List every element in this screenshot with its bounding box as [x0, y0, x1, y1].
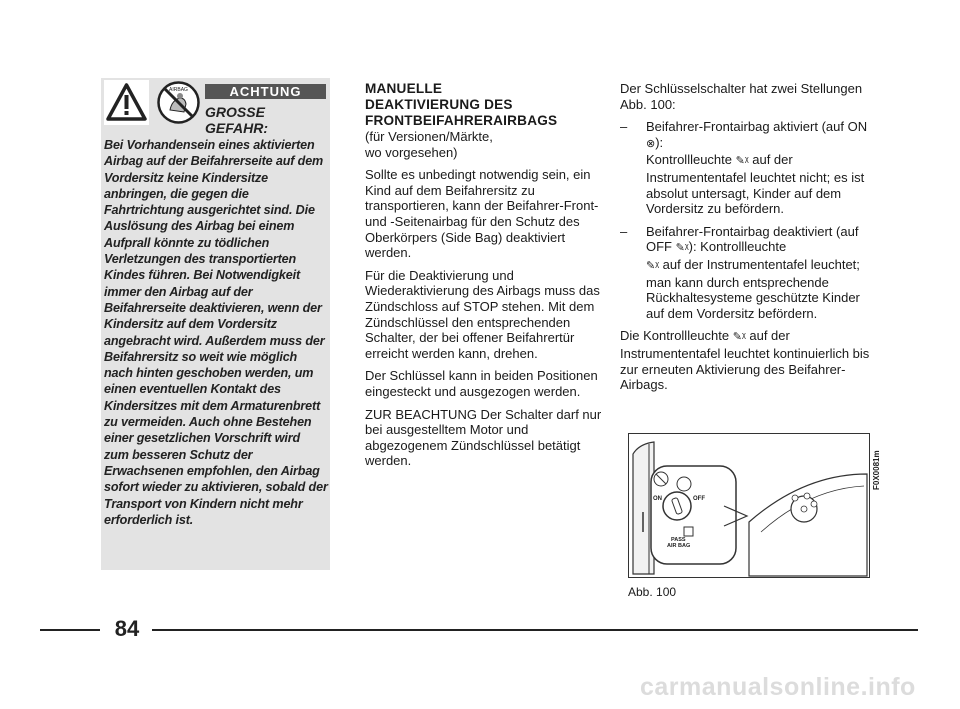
item2-text-a: Beifahrer-Frontairbag deaktiviert (auf OFF [646, 223, 859, 255]
page-number: 84 [114, 616, 140, 641]
paragraph-4: ZUR BEACHTUNG Der Schalter darf nur bei ausgestelltem Motor und abgezogenem Zündschlüssel betätigt werden. [365, 406, 602, 469]
closing-text-b: auf der Instrumententafel leuchtet kontinuierlich bis zur erneuten Aktivierung des Beifahrer-Airbags. [620, 328, 870, 393]
airbag-label: AIRBAG [169, 87, 188, 93]
closing-text-a: Die Kontrollleuchte [620, 328, 730, 344]
danger-title-line1: GROSSE [205, 104, 265, 120]
footer-rule-right [152, 629, 918, 631]
item1-text-b: ): [655, 134, 664, 150]
subtitle-line2: wo vorgesehen) [365, 144, 458, 160]
paragraph-1: Sollte es unbedingt notwendig sein, ein Kind auf dem Beifahrersitz zu transportieren, kann der Beifahrer-Front- und -Seitenairbag für den Schutz des Oberkörpers (Side Bag) deaktiviert werden. [365, 167, 599, 261]
airbag-warning-light-icon: ✎ᵡ [646, 259, 659, 272]
right-column [620, 81, 870, 400]
warning-triangle-icon [104, 80, 149, 125]
heading-subtitle [365, 129, 605, 160]
middle-column [365, 81, 605, 476]
figure-caption: Abb. 100 [628, 585, 677, 599]
subtitle-line1: (für Versionen/Märkte, [365, 129, 493, 144]
danger-title-line2: GEFAHR: [205, 120, 268, 136]
figure-code [870, 425, 882, 495]
heading-line2: DEAKTIVIERUNG DES [365, 97, 513, 112]
item2-text-c: auf der Instrumententafel leuchtet; man kann durch entsprechende Rückhaltesysteme geschützte Kinder auf dem Vordersitz befördern. [646, 256, 860, 321]
airbag-warning-light-icon: ✎ᵡ [735, 155, 749, 168]
child-seat-icon [684, 527, 693, 536]
pass-label: PASS [671, 537, 686, 543]
figure-100 [628, 433, 870, 578]
airbag-warning-light-icon: ✎ᵡ [732, 331, 746, 344]
list-item-off [620, 224, 870, 322]
on-label: ON [653, 496, 662, 502]
danger-title [205, 104, 325, 136]
list-dash: – [620, 223, 628, 239]
list-dash: – [620, 119, 628, 135]
paragraph-2: Für die Deaktivierung und Wiederaktivierung des Airbags muss das Zündschloss auf STOP stehen. Mit dem Zündschlüssel den entsprechenden Schalter, der bei offener Beifahrertür erreicht werden kann, drehen. [365, 267, 600, 361]
paragraph-3: Der Schlüssel kann in beiden Positionen eingesteckt und ausgezogen werden. [365, 368, 598, 399]
closing-paragraph [620, 328, 870, 392]
key-switch-illustration [629, 434, 869, 577]
section-heading [365, 81, 605, 129]
item1-text-d: auf der Instrumententafel leuchtet nicht; es ist absolut untersagt, Kinder auf dem Vordersitz zu befördern. [646, 152, 865, 217]
airbag-off-symbol-icon [677, 477, 691, 491]
heading-line1: MANUELLE [365, 81, 443, 96]
figure-code-text: F0X0081m [872, 450, 881, 490]
achtung-badge: ACHTUNG [205, 84, 326, 99]
list-item-on [620, 119, 870, 217]
heading-line3: FRONTBEIFAHRERAIRBAGS [365, 113, 558, 128]
item2-text-b: ): Kontrollleuchte [688, 239, 787, 255]
item1-text-c: Kontrollleuchte [646, 152, 732, 168]
item1-text-a: Beifahrer-Frontairbag aktiviert (auf ON [646, 119, 868, 135]
off-label: OFF [693, 496, 705, 502]
airbag-label: AIR BAG [667, 543, 691, 549]
warning-body: Bei Vorhandensein eines aktivierten Airbag auf der Beifahrerseite auf dem Vordersitz keine Kindersitze anbringen, die gegen die Fahrtrichtung ausgerichtet sind. Die Auslösung des Airbag bei einem Aufprall könnte zu tödlichen Verletzungen des transportierten Kindes führen. Bei Notwendigkeit immer den Airbag auf der Beifahrerseite deaktivieren, wenn der Kindersitz auf dem Vordersitz angebracht wird. Außerdem muss der Beifahrersitz so weit wie möglich nach hinten geschoben werden, um einen eventuellen Kontakt des Kindersitzes mit dem Armaturenbrett zu vermeiden. Auch ohne Bestehen einer gesetzlichen Vorschrift wird zum besseren Schutz der Erwachsenen empfohlen, den Airbag sofort wieder zu aktivieren, sobald der Transport von Kindern nicht mehr erforderlich ist. [104, 138, 328, 527]
no-child-seat-airbag-icon [156, 80, 201, 125]
intro-paragraph: Der Schlüsselschalter hat zwei Stellungen Abb. 100: [620, 81, 863, 112]
watermark: carmanualsonline.info [640, 673, 916, 701]
airbag-warning-light-icon: ✎ᵡ [675, 242, 689, 255]
airbag-off-symbol-icon: ⊗ [646, 137, 656, 150]
footer-rule-left [40, 629, 100, 631]
